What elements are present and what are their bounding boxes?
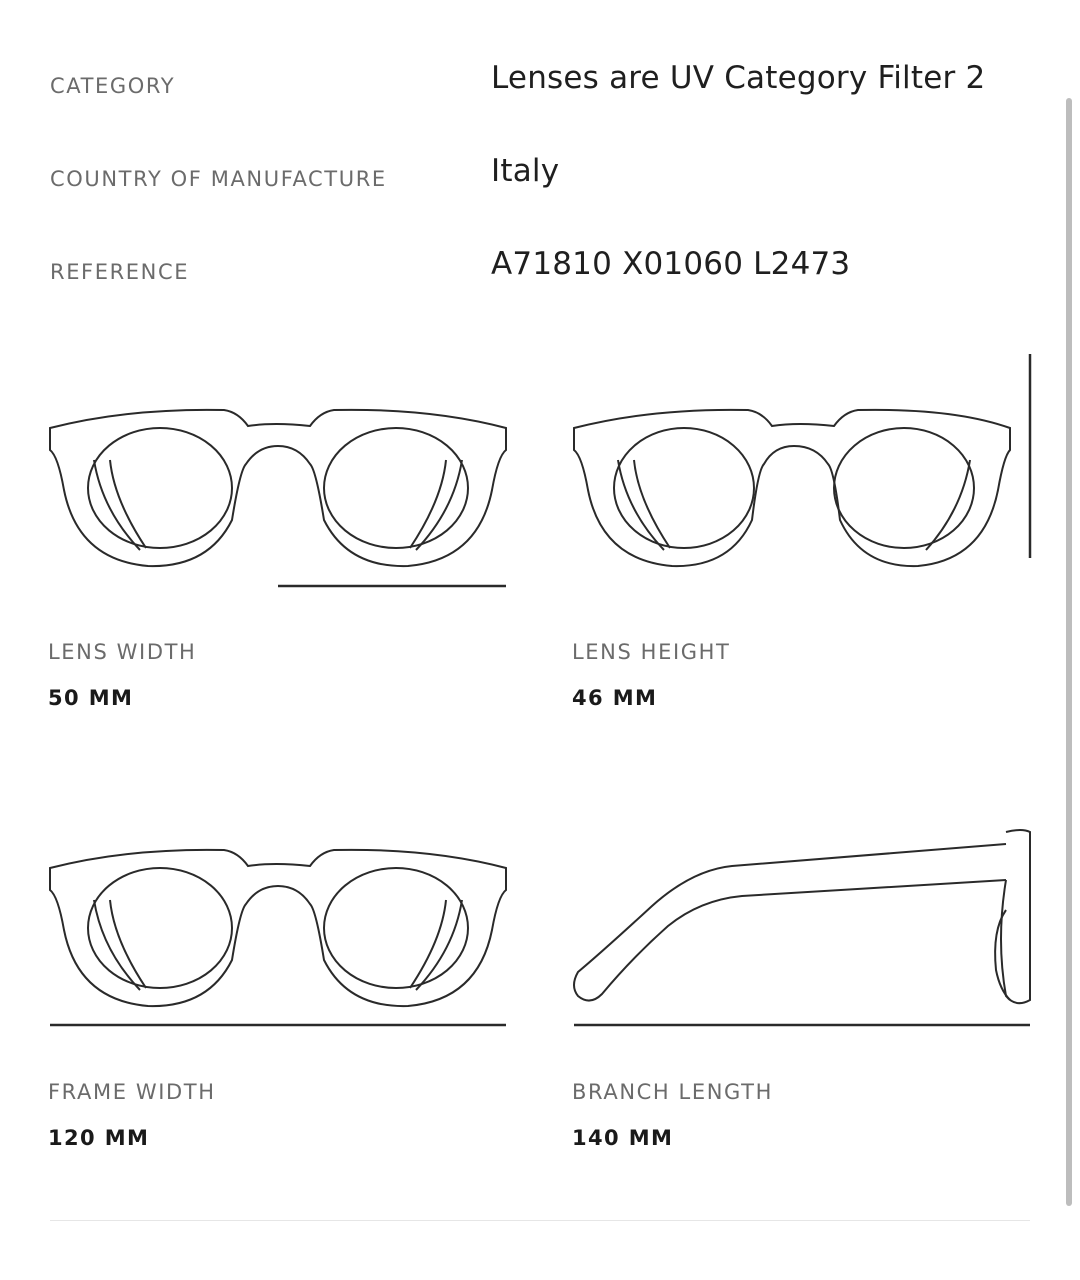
spec-value: Italy — [491, 153, 560, 189]
spec-value: A71810 X01060 L2473 — [491, 246, 851, 282]
spec-label: CATEGORY — [50, 74, 176, 98]
measurement-value: 120 MM — [48, 1126, 150, 1150]
spec-label: REFERENCE — [50, 260, 190, 284]
spec-value: Lenses are UV Category Filter 2 — [491, 60, 986, 96]
glasses-front-icon — [48, 400, 508, 590]
measurement-frame-width — [48, 840, 508, 1160]
measurement-label: LENS WIDTH — [48, 640, 197, 664]
glasses-side-icon — [572, 840, 1032, 1030]
scrollbar[interactable] — [1066, 98, 1072, 1206]
measurement-lens-height — [572, 400, 1032, 720]
spec-row-category — [50, 60, 1030, 114]
spec-label: COUNTRY OF MANUFACTURE — [50, 167, 387, 191]
measurement-lens-width — [48, 400, 508, 720]
spec-row-country — [50, 153, 1030, 207]
measurement-label: LENS HEIGHT — [572, 640, 731, 664]
measurement-value: 140 MM — [572, 1126, 674, 1150]
measurement-branch-length — [572, 840, 1032, 1160]
glasses-front-icon — [48, 840, 508, 1030]
spec-row-reference — [50, 246, 1030, 300]
measurement-value: 50 MM — [48, 686, 134, 710]
bottom-divider — [50, 1220, 1030, 1221]
measurement-label: FRAME WIDTH — [48, 1080, 216, 1104]
measurement-value: 46 MM — [572, 686, 658, 710]
measurement-label: BRANCH LENGTH — [572, 1080, 773, 1104]
glasses-front-icon — [572, 400, 1032, 590]
